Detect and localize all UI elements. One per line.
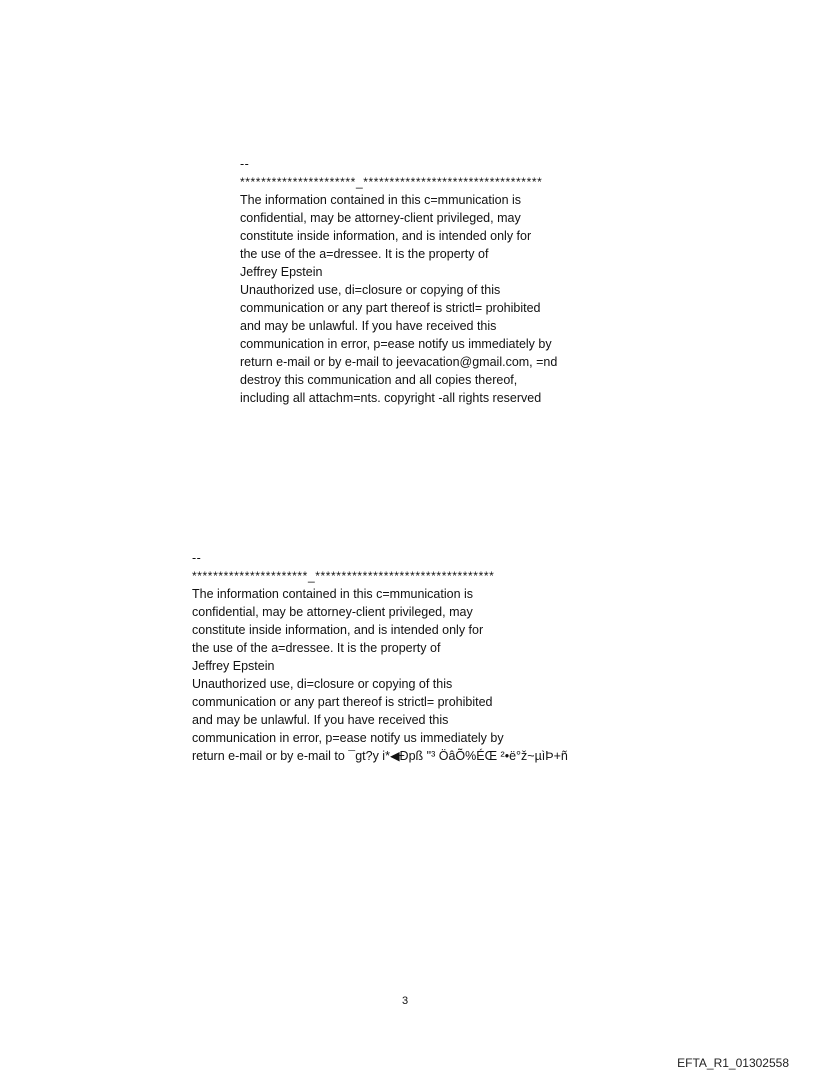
disclaimer-block-1 (240, 155, 557, 407)
separator-stars: **********************_********************************** (192, 569, 495, 583)
separator-stars: **********************_********************************** (240, 175, 543, 189)
document-id: EFTA_R1_01302558 (677, 1056, 789, 1070)
disclaimer-line: Unauthorized use, di=closure or copying of this (240, 283, 501, 297)
disclaimer-line: Unauthorized use, di=closure or copying of this (192, 677, 453, 691)
disclaimer-line: the use of the a=dressee. It is the property of (192, 641, 441, 655)
disclaimer-line: communication or any part thereof is strictl= prohibited (240, 301, 541, 315)
disclaimer-block-2 (192, 549, 568, 765)
disclaimer-line: and may be unlawful. If you have received this (240, 319, 497, 333)
disclaimer-line: The information contained in this c=mmunication is (192, 587, 474, 601)
disclaimer-line: communication or any part thereof is strictl= prohibited (192, 695, 493, 709)
disclaimer-line: constitute inside information, and is intended only for (192, 623, 484, 637)
disclaimer-line: and may be unlawful. If you have received this (192, 713, 449, 727)
disclaimer-line: destroy this communication and all copies thereof, (240, 373, 518, 387)
disclaimer-line: return e-mail or by e-mail to jeevacation@gmail.com, =nd (240, 355, 558, 369)
disclaimer-line: Jeffrey Epstein (192, 659, 275, 673)
disclaimer-line: confidential, may be attorney-client privileged, may (240, 211, 521, 225)
disclaimer-line: confidential, may be attorney-client privileged, may (192, 605, 473, 619)
separator-dashes: -- (192, 551, 202, 565)
disclaimer-line: including all attachm=nts. copyright -all rights reserved (240, 391, 542, 405)
disclaimer-line: The information contained in this c=mmunication is (240, 193, 522, 207)
page-number: 3 (402, 995, 409, 1007)
disclaimer-line: constitute inside information, and is intended only for (240, 229, 532, 243)
disclaimer-line: communication in error, p=ease notify us immediately by (240, 337, 552, 351)
disclaimer-line: communication in error, p=ease notify us immediately by (192, 731, 504, 745)
disclaimer-line: the use of the a=dressee. It is the property of (240, 247, 489, 261)
disclaimer-line-garbled: return e-mail or by e-mail to ¯gt?y i*◀Ðpß "³ ÖâÕ%ÉŒ ²•ë°ž~µìÞ+ñ (192, 749, 568, 763)
disclaimer-line: Jeffrey Epstein (240, 265, 323, 279)
separator-dashes: -- (240, 157, 250, 171)
